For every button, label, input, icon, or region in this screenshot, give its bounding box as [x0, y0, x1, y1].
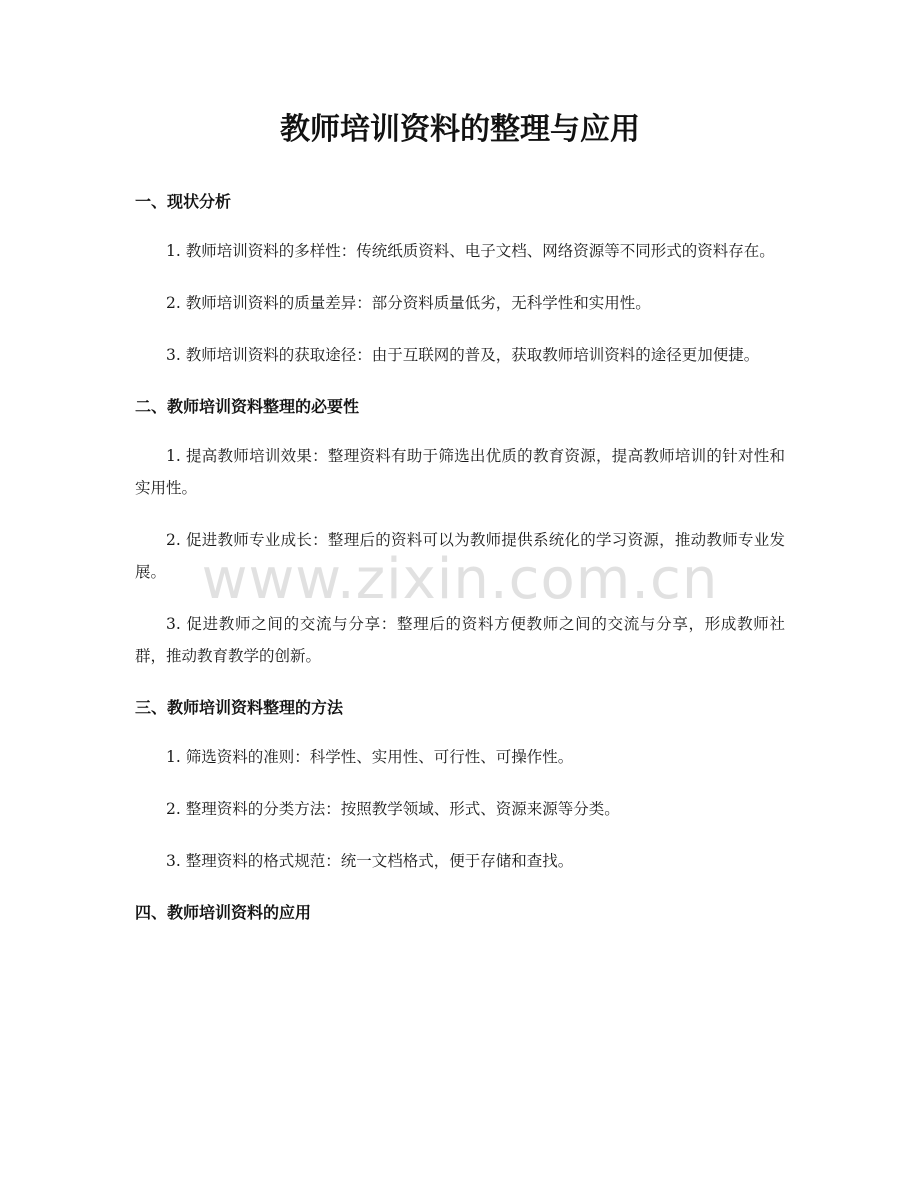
section-necessity	[135, 391, 785, 672]
watermark: www.zixin.com.cn	[201, 547, 719, 612]
list-item: 1. 教师培训资料的多样性：传统纸质资料、电子文档、网络资源等不同形式的资料存在。	[166, 242, 775, 260]
section-heading: 一、现状分析	[135, 192, 232, 211]
section-heading: 二、教师培训资料整理的必要性	[135, 397, 360, 416]
section-heading: 四、教师培训资料的应用	[135, 903, 312, 922]
list-item: 3. 促进教师之间的交流与分享：整理后的资料方便教师之间的交流与分享，形成教师社群，推动教育教学的创新。	[135, 615, 785, 665]
section-heading: 三、教师培训资料整理的方法	[135, 698, 344, 717]
list-item: 2. 促进教师专业成长：整理后的资料可以为教师提供系统化的学习资源，推动教师专业发展。	[135, 531, 785, 581]
list-item: 2. 教师培训资料的质量差异：部分资料质量低劣，无科学性和实用性。	[166, 294, 651, 312]
list-item: 1. 筛选资料的准则：科学性、实用性、可行性、可操作性。	[166, 748, 574, 766]
section-methods	[135, 692, 785, 877]
section-application	[135, 897, 785, 929]
document-title: 教师培训资料的整理与应用	[280, 112, 640, 147]
list-item: 2. 整理资料的分类方法：按照教学领域、形式、资源来源等分类。	[166, 800, 620, 818]
list-item: 3. 整理资料的格式规范：统一文档格式，便于存储和查找。	[166, 852, 574, 870]
list-item: 3. 教师培训资料的获取途径：由于互联网的普及，获取教师培训资料的途径更加便捷。	[166, 346, 760, 364]
list-item: 1. 提高教师培训效果：整理资料有助于筛选出优质的教育资源，提高教师培训的针对性和实用性。	[135, 447, 785, 497]
section-status-analysis	[135, 186, 785, 371]
document-body	[135, 186, 785, 946]
